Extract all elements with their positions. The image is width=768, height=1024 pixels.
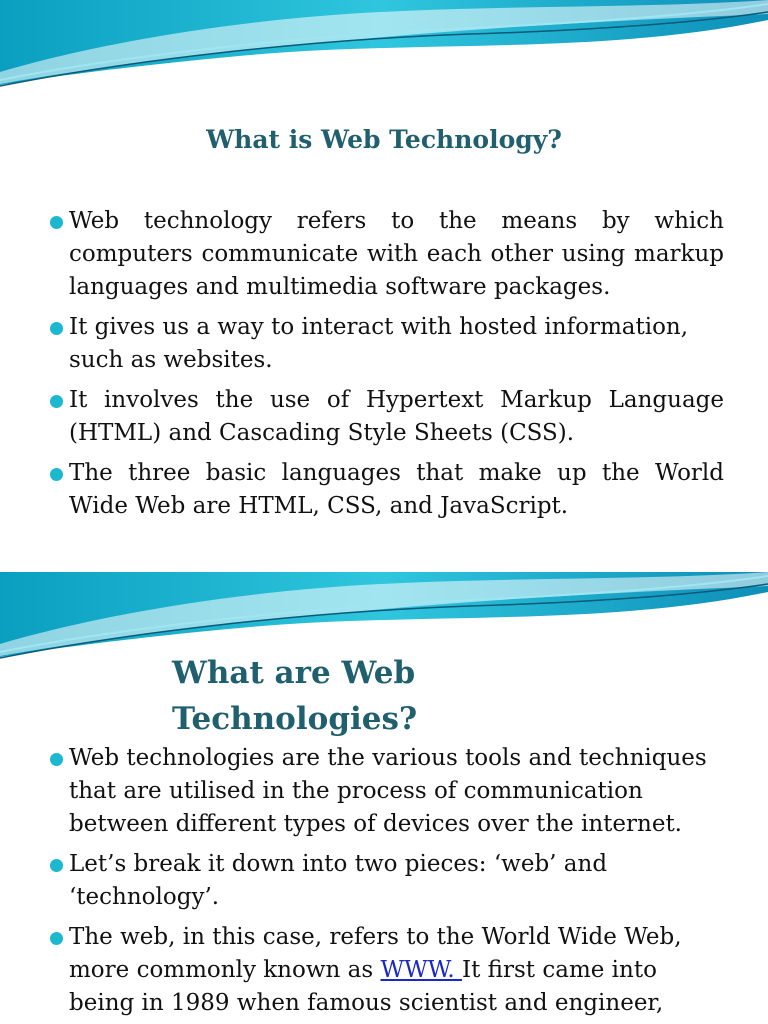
list-item: The web, in this case, refers to the World Wide Web, more commonly known as WWW. It first came into being in 1989 when famous scientist and engineer, [48,921,724,1020]
slide-2 [0,572,768,1024]
slide-separator [0,560,768,572]
bullet-dot-icon [50,468,63,481]
bullet-dot-icon [50,932,63,945]
bullet-list [48,742,724,1024]
list-item: The three basic languages that make up the World Wide Web are HTML, CSS, and JavaScript. [48,457,724,523]
wave-banner [0,0,768,120]
list-item: Web technology refers to the means by which computers communicate with each other using markup languages and multimedia software packages. [48,205,724,304]
list-item: Web technologies are the various tools and techniques that are utilised in the process of communication between different types of devices over the internet. [48,742,724,841]
bullet-dot-icon [50,395,63,408]
bullet-dot-icon [50,216,63,229]
slide-title: What are Web Technologies? [172,655,418,737]
list-item: It involves the use of Hypertext Markup Language (HTML) and Cascading Style Sheets (CSS). [48,384,724,450]
list-item: It gives us a way to interact with hosted information, such as websites. [48,311,724,377]
bullet-dot-icon [50,753,63,766]
www-link[interactable]: WWW. [380,957,463,983]
bullet-dot-icon [50,859,63,872]
bullet-list [48,205,724,530]
list-item: Let’s break it down into two pieces: ‘web’ and ‘technology’. [48,848,724,914]
bullet-dot-icon [50,322,63,335]
slide-title: What is Web Technology? [206,125,562,154]
